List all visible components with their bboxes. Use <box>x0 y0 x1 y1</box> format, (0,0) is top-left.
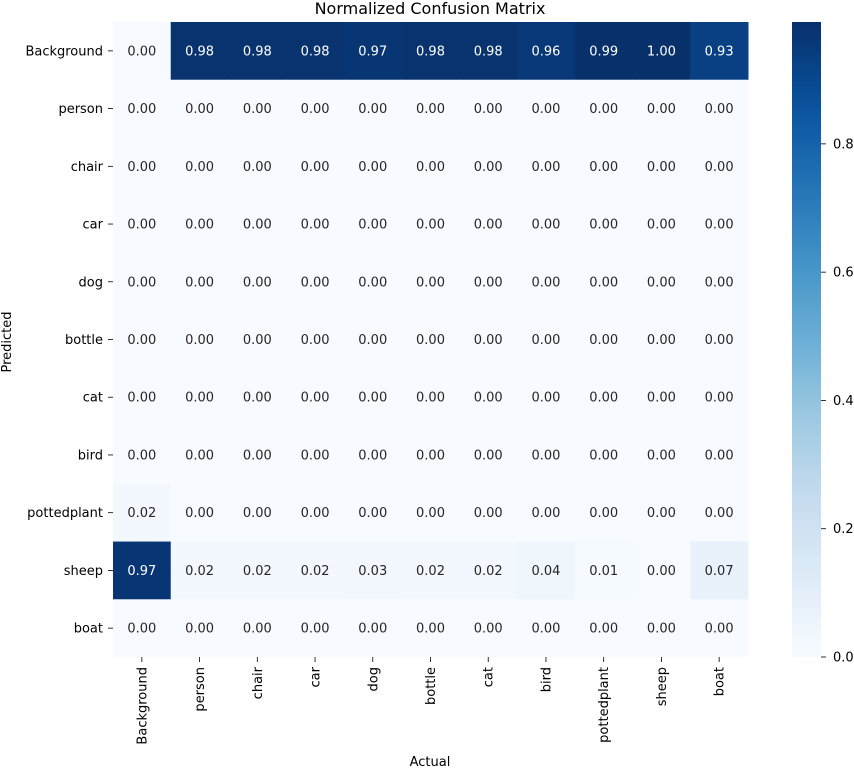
cell-value-label: 0.00 <box>127 217 157 233</box>
x-tick-label: pottedplant <box>597 667 613 743</box>
cell-value-label: 0.00 <box>185 390 215 406</box>
cell-value-label: 0.00 <box>589 448 619 464</box>
y-tick-label: car <box>82 217 103 233</box>
cell-value-label: 0.00 <box>127 621 157 637</box>
cell-value-label: 0.00 <box>242 333 272 348</box>
cell-value-label: 0.00 <box>531 217 561 233</box>
colorbar-tick-label: 0.8 <box>833 137 854 153</box>
cell-value-label: 0.00 <box>242 159 272 175</box>
x-tick-label: bird <box>539 667 555 693</box>
cell-value-label: 0.07 <box>704 563 734 579</box>
x-tick-label: dog <box>366 667 382 692</box>
cell-value-label: 0.00 <box>185 275 215 291</box>
cell-value-label: 0.00 <box>646 333 676 348</box>
cell-value-label: 0.96 <box>531 44 561 60</box>
cell-value-label: 0.00 <box>589 217 619 233</box>
cell-value-label: 0.00 <box>646 563 676 579</box>
cell-value-label: 0.00 <box>358 275 388 291</box>
cell-value-label: 0.02 <box>185 563 215 579</box>
y-tick-label: cat <box>82 390 103 406</box>
cell-value-label: 0.98 <box>473 44 503 60</box>
cell-value-label: 0.00 <box>531 275 561 291</box>
cell-value-label: 0.00 <box>589 390 619 406</box>
y-tick-label: bottle <box>64 333 103 348</box>
cell-value-label: 0.02 <box>416 563 445 579</box>
cell-value-label: 0.00 <box>531 448 561 464</box>
cell-value-label: 0.98 <box>185 44 215 60</box>
cell-value-label: 0.00 <box>300 621 330 637</box>
cell-value-label: 0.00 <box>473 333 503 348</box>
cell-value-label: 0.00 <box>358 621 388 637</box>
cell-value-label: 0.00 <box>242 275 272 291</box>
cell-value-label: 0.00 <box>242 217 272 233</box>
cell-value-label: 0.00 <box>185 333 215 348</box>
cell-value-label: 0.00 <box>531 621 561 637</box>
cell-value-label: 0.00 <box>473 390 503 406</box>
cell-value-label: 0.00 <box>358 390 388 406</box>
x-axis-label: Actual <box>409 755 451 770</box>
cell-value-label: 0.00 <box>589 159 619 175</box>
cell-value-label: 0.03 <box>358 563 388 579</box>
cell-value-label: 0.00 <box>358 333 388 348</box>
cell-value-label: 0.00 <box>704 448 734 464</box>
colorbar-tick-label: 0.6 <box>833 265 854 281</box>
cell-value-label: 0.00 <box>704 506 734 522</box>
cell-value-label: 0.00 <box>185 217 215 233</box>
cell-value-label: 0.00 <box>185 102 215 118</box>
cell-value-label: 0.00 <box>704 390 734 406</box>
cell-value-label: 0.00 <box>185 448 215 464</box>
cell-value-label: 0.00 <box>473 621 503 637</box>
cell-value-label: 0.00 <box>704 275 734 291</box>
cell-value-label: 0.00 <box>646 275 676 291</box>
cell-value-label: 0.00 <box>358 217 388 233</box>
x-tick-label: person <box>193 667 209 712</box>
cell-value-label: 0.00 <box>185 506 215 522</box>
cell-value-label: 0.00 <box>127 275 157 291</box>
colorbar-tick-label: 0.2 <box>833 522 854 538</box>
cell-value-label: 0.00 <box>531 159 561 175</box>
cell-value-label: 0.00 <box>473 448 503 464</box>
y-tick-label: sheep <box>63 563 103 579</box>
cell-value-label: 0.93 <box>704 44 734 60</box>
x-tick-label: boat <box>712 667 728 697</box>
cell-value-label: 0.00 <box>416 448 445 464</box>
cell-value-label: 0.00 <box>416 621 445 637</box>
cell-value-label: 0.02 <box>242 563 272 579</box>
cell-value-label: 0.98 <box>300 44 330 60</box>
cell-value-label: 0.00 <box>127 448 157 464</box>
cell-value-label: 0.00 <box>473 159 503 175</box>
cell-value-label: 0.00 <box>242 448 272 464</box>
cell-value-label: 0.00 <box>300 448 330 464</box>
cell-value-label: 0.00 <box>531 333 561 348</box>
y-tick-label: boat <box>73 621 103 637</box>
cell-value-label: 0.00 <box>127 44 157 60</box>
cell-value-label: 0.00 <box>704 159 734 175</box>
cell-value-label: 0.00 <box>473 217 503 233</box>
cell-value-label: 0.00 <box>589 102 619 118</box>
y-tick-label: pottedplant <box>27 506 103 522</box>
cell-value-label: 0.00 <box>358 448 388 464</box>
cell-value-label: 0.02 <box>300 563 330 579</box>
y-tick-label: Background <box>25 44 103 60</box>
cell-value-label: 0.00 <box>473 102 503 118</box>
cell-value-label: 0.00 <box>473 275 503 291</box>
y-axis-label: Predicted <box>0 311 15 373</box>
colorbar <box>792 22 854 666</box>
colorbar-ticks <box>821 137 854 665</box>
y-tick-label: chair <box>70 159 103 175</box>
cell-value-label: 0.00 <box>242 506 272 522</box>
cell-value-label: 0.01 <box>589 563 619 579</box>
cell-value-label: 0.97 <box>358 44 388 60</box>
cell-value-label: 0.02 <box>473 563 503 579</box>
cell-value-label: 0.00 <box>300 390 330 406</box>
cell-value-label: 0.00 <box>242 390 272 406</box>
cell-value-label: 0.00 <box>589 621 619 637</box>
cell-value-label: 0.00 <box>646 159 676 175</box>
cell-value-label: 0.02 <box>127 506 157 522</box>
cell-value-label: 0.00 <box>300 217 330 233</box>
y-tick-label: person <box>58 102 103 118</box>
y-axis-ticks <box>25 44 113 636</box>
y-tick-label: bird <box>77 448 103 464</box>
cell-value-label: 0.00 <box>127 333 157 348</box>
cell-value-label: 0.00 <box>416 159 445 175</box>
cell-value-label: 0.99 <box>589 44 619 60</box>
cell-value-label: 0.00 <box>704 621 734 637</box>
cell-value-label: 0.00 <box>646 217 676 233</box>
cell-value-label: 0.98 <box>242 44 272 60</box>
x-axis-ticks <box>135 657 727 745</box>
cell-value-label: 0.00 <box>358 506 388 522</box>
cell-value-label: 0.00 <box>646 506 676 522</box>
cell-value-label: 0.00 <box>531 506 561 522</box>
colorbar-tick-label: 0.4 <box>833 393 854 409</box>
cell-value-label: 0.00 <box>358 102 388 118</box>
cell-value-label: 0.00 <box>242 102 272 118</box>
x-tick-label: bottle <box>424 667 439 706</box>
cell-value-label: 0.97 <box>127 563 157 579</box>
y-tick-label: dog <box>78 275 103 291</box>
cell-value-label: 0.00 <box>300 159 330 175</box>
x-tick-label: Background <box>135 667 151 745</box>
cell-value-label: 0.00 <box>646 621 676 637</box>
cell-value-label: 0.00 <box>416 333 445 348</box>
cell-value-label: 0.00 <box>473 506 503 522</box>
cell-value-label: 0.00 <box>646 390 676 406</box>
colorbar-tick-label: 0.0 <box>833 650 854 666</box>
x-tick-label: car <box>308 667 324 688</box>
x-tick-label: sheep <box>654 667 670 707</box>
x-tick-label: chair <box>250 667 266 700</box>
cell-value-label: 0.00 <box>589 506 619 522</box>
colorbar-gradient <box>792 22 821 657</box>
cell-value-label: 0.00 <box>185 621 215 637</box>
cell-value-label: 0.00 <box>531 390 561 406</box>
cell-value-label: 0.00 <box>416 217 445 233</box>
cell-value-label: 0.00 <box>416 506 445 522</box>
x-tick-label: cat <box>481 667 497 688</box>
cell-value-label: 0.00 <box>185 159 215 175</box>
cell-value-label: 0.98 <box>416 44 445 60</box>
cell-value-label: 0.04 <box>531 563 561 579</box>
cell-value-label: 0.00 <box>704 102 734 118</box>
cell-value-label: 0.00 <box>416 390 445 406</box>
cell-value-label: 0.00 <box>646 448 676 464</box>
cell-value-label: 0.00 <box>127 390 157 406</box>
cell-value-label: 0.00 <box>127 102 157 118</box>
cell-value-label: 0.00 <box>589 333 619 348</box>
cell-value-label: 0.00 <box>416 102 445 118</box>
chart-title: Normalized Confusion Matrix <box>314 0 546 18</box>
cell-value-label: 0.00 <box>358 159 388 175</box>
cell-value-label: 0.00 <box>704 333 734 348</box>
cell-value-label: 0.00 <box>242 621 272 637</box>
cell-value-label: 0.00 <box>300 275 330 291</box>
cell-value-label: 0.00 <box>531 102 561 118</box>
cell-value-label: 0.00 <box>300 506 330 522</box>
cell-value-label: 1.00 <box>646 44 676 60</box>
cell-value-label: 0.00 <box>300 333 330 348</box>
cell-value-label: 0.00 <box>704 217 734 233</box>
cell-value-label: 0.00 <box>127 159 157 175</box>
cell-value-label: 0.00 <box>589 275 619 291</box>
cell-value-label: 0.00 <box>416 275 445 291</box>
cell-value-label: 0.00 <box>646 102 676 118</box>
cell-value-label: 0.00 <box>300 102 330 118</box>
